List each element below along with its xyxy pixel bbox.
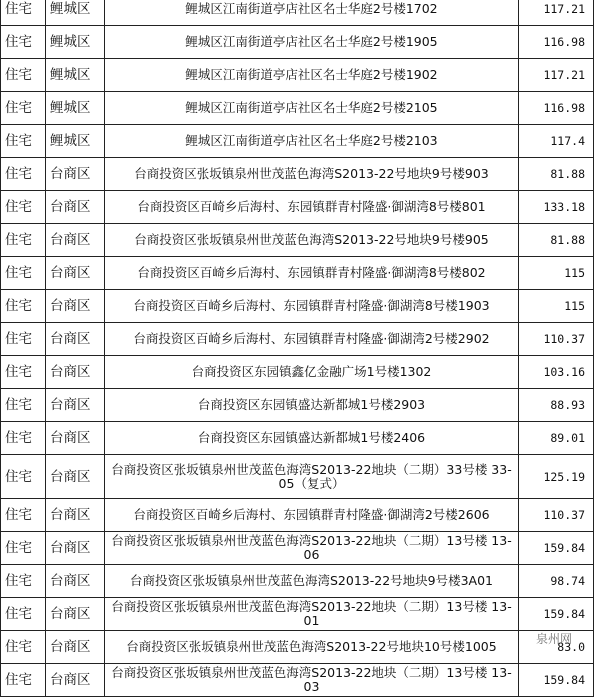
property-type-cell: 住宅: [1, 191, 46, 224]
address-cell: 台商投资区东园镇盛达新都城1号楼2903: [105, 389, 519, 422]
area-cell: 117.4: [519, 125, 594, 158]
address-cell: 台商投资区张坂镇泉州世茂蓝色海湾S2013-22地块（二期）13号楼 13-03: [105, 664, 519, 697]
property-type-cell: 住宅: [1, 257, 46, 290]
area-cell: 117.21: [519, 59, 594, 92]
district-cell: 台商区: [46, 532, 105, 565]
address-cell: 台商投资区张坂镇泉州世茂蓝色海湾S2013-22号地块9号楼903: [105, 158, 519, 191]
area-cell: 116.98: [519, 92, 594, 125]
address-cell: 台商投资区张坂镇泉州世茂蓝色海湾S2013-22地块（二期）13号楼 13-01: [105, 598, 519, 631]
table-row: [1, 224, 594, 257]
property-type-cell: 住宅: [1, 125, 46, 158]
district-cell: 台商区: [46, 257, 105, 290]
table-row: [1, 356, 594, 389]
property-type-cell: 住宅: [1, 0, 46, 26]
table-row: [1, 191, 594, 224]
address-cell: 鲤城区江南街道亭店社区名士华庭2号楼1902: [105, 59, 519, 92]
district-cell: 台商区: [46, 565, 105, 598]
table-row: [1, 422, 594, 455]
table-row: [1, 631, 594, 664]
watermark: 泉州网: [535, 632, 572, 646]
property-type-cell: 住宅: [1, 422, 46, 455]
address-cell: 鲤城区江南街道亭店社区名士华庭2号楼2103: [105, 125, 519, 158]
address-cell: 台商投资区东园镇盛达新都城1号楼2406: [105, 422, 519, 455]
table-row: [1, 0, 594, 26]
area-cell: 116.98: [519, 26, 594, 59]
district-cell: 台商区: [46, 499, 105, 532]
area-cell: 110.37: [519, 323, 594, 356]
property-type-cell: 住宅: [1, 224, 46, 257]
property-type-cell: 住宅: [1, 499, 46, 532]
property-type-cell: 住宅: [1, 455, 46, 499]
district-cell: 台商区: [46, 356, 105, 389]
district-cell: 鲤城区: [46, 26, 105, 59]
property-type-cell: 住宅: [1, 92, 46, 125]
address-cell: 台商投资区张坂镇泉州世茂蓝色海湾S2013-22号地块9号楼3A01: [105, 565, 519, 598]
property-type-cell: 住宅: [1, 598, 46, 631]
area-cell: 81.88: [519, 224, 594, 257]
area-cell: 133.18: [519, 191, 594, 224]
table-row: [1, 598, 594, 631]
table-row: [1, 664, 594, 697]
table-row: [1, 290, 594, 323]
area-cell: 117.21: [519, 0, 594, 26]
area-cell: 89.01: [519, 422, 594, 455]
district-cell: 台商区: [46, 455, 105, 499]
district-cell: 台商区: [46, 631, 105, 664]
table-row: [1, 499, 594, 532]
property-table-body: [1, 0, 594, 697]
area-cell: 115: [519, 257, 594, 290]
property-type-cell: 住宅: [1, 323, 46, 356]
address-cell: 台商投资区百崎乡后海村、东园镇群青村隆盛·御湖湾2号楼2902: [105, 323, 519, 356]
table-row: [1, 565, 594, 598]
district-cell: 台商区: [46, 422, 105, 455]
table-row: [1, 389, 594, 422]
property-type-cell: 住宅: [1, 26, 46, 59]
district-cell: 台商区: [46, 323, 105, 356]
district-cell: 台商区: [46, 290, 105, 323]
address-cell: 鲤城区江南街道亭店社区名士华庭2号楼2105: [105, 92, 519, 125]
area-cell: 159.84: [519, 664, 594, 697]
area-cell: 81.88: [519, 158, 594, 191]
area-cell: 159.84: [519, 532, 594, 565]
address-cell: 台商投资区百崎乡后海村、东园镇群青村隆盛·御湖湾8号楼802: [105, 257, 519, 290]
district-cell: 鲤城区: [46, 125, 105, 158]
table-row: [1, 323, 594, 356]
property-type-cell: 住宅: [1, 631, 46, 664]
area-cell: 115: [519, 290, 594, 323]
area-cell: 103.16: [519, 356, 594, 389]
address-cell: 鲤城区江南街道亭店社区名士华庭2号楼1702: [105, 0, 519, 26]
property-type-cell: 住宅: [1, 664, 46, 697]
address-cell: 鲤城区江南街道亭店社区名士华庭2号楼1905: [105, 26, 519, 59]
property-type-cell: 住宅: [1, 565, 46, 598]
area-cell: 88.93: [519, 389, 594, 422]
district-cell: 台商区: [46, 158, 105, 191]
district-cell: 台商区: [46, 191, 105, 224]
table-row: [1, 158, 594, 191]
table-row: [1, 26, 594, 59]
district-cell: 台商区: [46, 664, 105, 697]
address-cell: 台商投资区张坂镇泉州世茂蓝色海湾S2013-22地块（二期）33号楼 33-05（复式）: [105, 455, 519, 499]
table-row: [1, 125, 594, 158]
district-cell: 台商区: [46, 224, 105, 257]
district-cell: 台商区: [46, 389, 105, 422]
area-cell: 98.74: [519, 565, 594, 598]
area-cell: 125.19: [519, 455, 594, 499]
district-cell: 鲤城区: [46, 0, 105, 26]
property-type-cell: 住宅: [1, 290, 46, 323]
district-cell: 鲤城区: [46, 92, 105, 125]
table-row: [1, 59, 594, 92]
table-row: [1, 92, 594, 125]
property-type-cell: 住宅: [1, 356, 46, 389]
district-cell: 台商区: [46, 598, 105, 631]
property-type-cell: 住宅: [1, 59, 46, 92]
area-cell: 110.37: [519, 499, 594, 532]
property-type-cell: 住宅: [1, 158, 46, 191]
property-type-cell: 住宅: [1, 389, 46, 422]
table-row: [1, 532, 594, 565]
address-cell: 台商投资区东园镇鑫亿金融广场1号楼1302: [105, 356, 519, 389]
address-cell: 台商投资区张坂镇泉州世茂蓝色海湾S2013-22地块（二期）13号楼 13-06: [105, 532, 519, 565]
address-cell: 台商投资区百崎乡后海村、东园镇群青村隆盛·御湖湾8号楼1903: [105, 290, 519, 323]
table-row: [1, 257, 594, 290]
address-cell: 台商投资区百崎乡后海村、东园镇群青村隆盛·御湖湾2号楼2606: [105, 499, 519, 532]
address-cell: 台商投资区百崎乡后海村、东园镇群青村隆盛·御湖湾8号楼801: [105, 191, 519, 224]
address-cell: 台商投资区张坂镇泉州世茂蓝色海湾S2013-22号地块9号楼905: [105, 224, 519, 257]
area-cell: 83.0: [519, 631, 594, 664]
property-type-cell: 住宅: [1, 532, 46, 565]
district-cell: 鲤城区: [46, 59, 105, 92]
address-cell: 台商投资区张坂镇泉州世茂蓝色海湾S2013-22号地块10号楼1005: [105, 631, 519, 664]
area-cell: 159.84: [519, 598, 594, 631]
table-row: [1, 455, 594, 499]
